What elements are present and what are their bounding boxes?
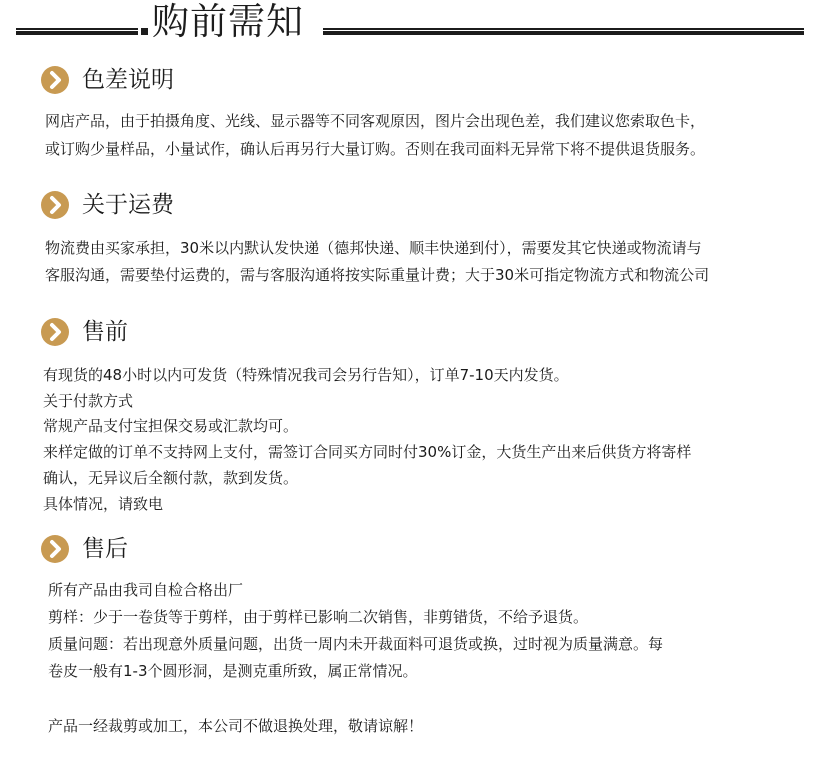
header-rule-left xyxy=(16,28,138,35)
section-text-line: 具体情况，请致电 xyxy=(43,495,164,513)
chevron-bullet-icon xyxy=(40,534,70,564)
section-text-line: 卷皮一般有1-3个圆形洞，是测克重所致，属正常情况。 xyxy=(48,662,418,680)
section-text-line: 产品一经裁剪或加工，本公司不做退换处理，敬请谅解！ xyxy=(48,717,424,735)
section-text-line: 有现货的48小时以内可发货（特殊情况我司会另行告知），订单7-10天内发货。 xyxy=(43,366,569,384)
section-text-line: 确认，无异议后全额付款，款到发货。 xyxy=(43,469,299,487)
section-title: 色差说明 xyxy=(82,67,174,93)
section-title: 售前 xyxy=(82,319,128,345)
chevron-bullet-icon xyxy=(40,65,70,95)
header-square xyxy=(141,28,148,35)
section-text-line: 来样定做的订单不支持网上支付，需签订合同买方同时付30%订金，大货生产出来后供货方将寄样 xyxy=(43,443,692,461)
page-header xyxy=(0,0,815,56)
section-title: 关于运费 xyxy=(82,192,174,218)
section-text-line: 所有产品由我司自检合格出厂 xyxy=(48,581,244,599)
section-title: 售后 xyxy=(82,536,128,562)
section-text-line: 客服沟通，需要垫付运费的，需与客服沟通将按实际重量计费；大于30米可指定物流方式和物流公司 xyxy=(45,266,710,284)
section-text-line: 物流费由买家承担，30米以内默认发快递（德邦快递、顺丰快递到付），需要发其它快递或物流请与 xyxy=(45,239,702,257)
page-title: 购前需知 xyxy=(152,0,304,43)
chevron-bullet-icon xyxy=(40,190,70,220)
section-text-line: 常规产品支付宝担保交易或汇款均可。 xyxy=(43,417,299,435)
section-text-line: 关于付款方式 xyxy=(43,392,134,410)
chevron-bullet-icon xyxy=(40,317,70,347)
section-text-line: 剪样：少于一卷货等于剪样，由于剪样已影响二次销售，非剪错货，不给予退货。 xyxy=(48,608,589,626)
section-text-line: 或订购少量样品，小量试作，确认后再另行大量订购。否则在我司面料无异常下将不提供退货服务。 xyxy=(45,140,706,158)
header-rule-right xyxy=(323,28,804,35)
section-text-line: 网店产品，由于拍摄角度、光线、显示器等不同客观原因，图片会出现色差，我们建议您索取色卡， xyxy=(45,112,706,130)
section-text-line: 质量问题：若出现意外质量问题，出货一周内未开裁面料可退货或换，过时视为质量满意。每 xyxy=(48,635,664,653)
